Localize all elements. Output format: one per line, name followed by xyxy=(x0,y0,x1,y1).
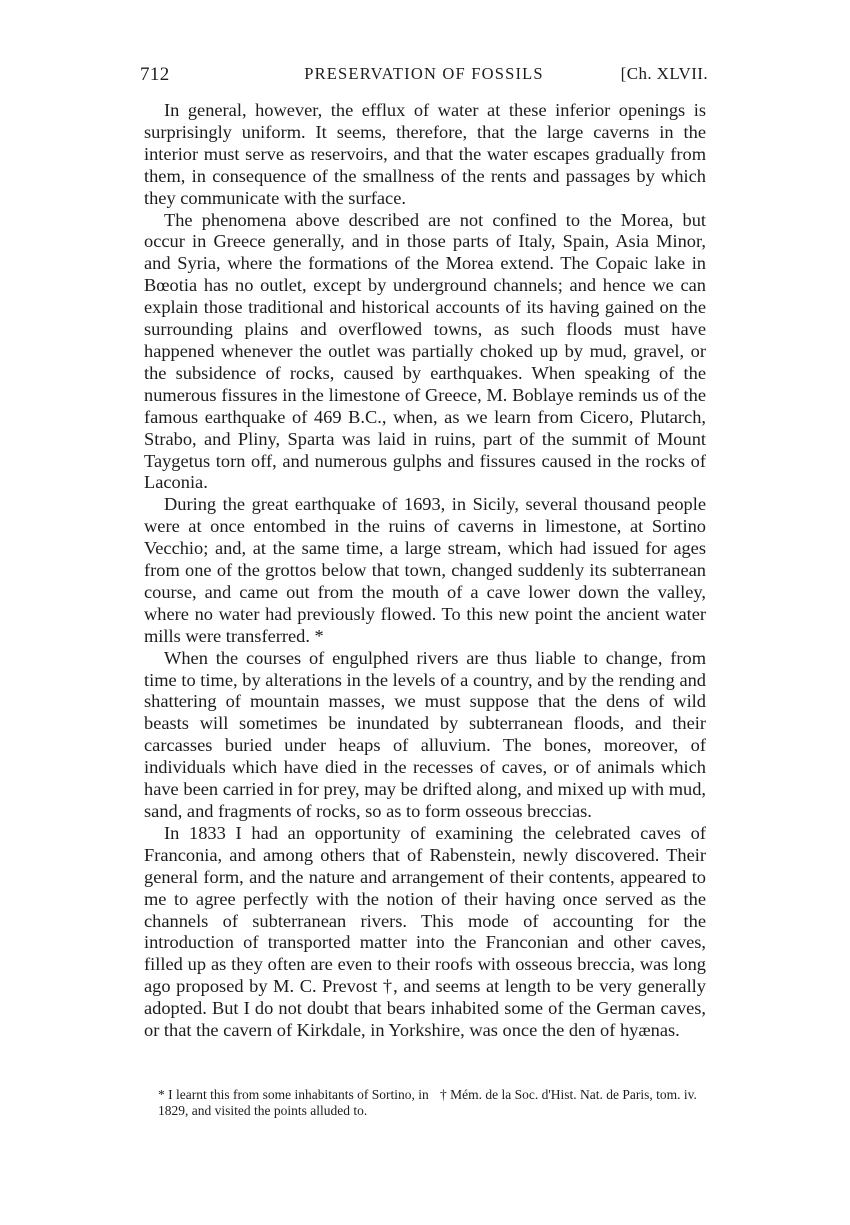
paragraph: During the great earthquake of 1693, in Sicily, several thousand people were at once entombed in the ruins of caverns in limestone, at Sortino Vecchio; and, at the same time, a large stream, which had issued for ages from one of the grottos below that town, changed suddenly its subterranean course, and came out from the mouth of a cave lower down the valley, where no water had previously flowed. To this new point the ancient water mills were transferred. * xyxy=(144,494,706,646)
paragraph: The phenomena above described are not confined to the Morea, but occur in Greece generally, and in those parts of Italy, Spain, Asia Minor, and Syria, where the formations of the Morea extend. The Copaic lake in Bœotia has no outlet, except by underground channels; and hence we can explain those traditional and historical accounts of its having gained on the surrounding plains and overflowed towns, as such floods must have happened whenever the outlet was partially choked up by mud, gravel, or the subsidence of rocks, caused by earthquakes. When speaking of the numerous fissures in the limestone of Greece, M. Boblaye reminds us of the famous earthquake of 469 B.C., when, as we learn from Cicero, Plutarch, Strabo, and Pliny, Sparta was laid in ruins, part of the summit of Mount Taygetus torn off, and numerous gulphs and fissures caused in the rocks of Laconia. xyxy=(144,209,706,493)
footnote: † Mém. de la Soc. d'Hist. Nat. de Paris, tom. iv. xyxy=(440,1087,697,1102)
body-text xyxy=(144,100,706,1042)
page-number: 712 xyxy=(140,64,170,85)
running-header xyxy=(140,64,708,90)
running-title: PRESERVATION OF FOSSILS xyxy=(304,64,544,83)
paragraph: In 1833 I had an opportunity of examining the celebrated caves of Franconia, and among others that of Rabenstein, newly discovered. Their general form, and the nature and arrangement of their contents, appeared to me to agree perfectly with the notion of their having once served as the channels of subterranean rivers. This mode of accounting for the introduction of transported matter into the Franconian and other caves, filled up as they often are even to their roofs with osseous breccia, was long ago proposed by M. C. Prevost †, and seems at length to be very generally adopted. But I do not doubt that bears inhabited some of the German caves, or that the cavern of Kirkdale, in Yorkshire, was once the den of hyænas. xyxy=(144,822,706,1041)
paragraph: In general, however, the efflux of water at these inferior openings is surprisingly uniform. It seems, therefore, that the large caverns in the interior must serve as reservoirs, and that the water escapes gradually from them, in consequence of the smallness of the rents and passages by which they communicate with the surface. xyxy=(144,100,706,208)
footnote: * I learnt this from some inhabitants of Sortino, in 1829, and visited the points alluded to. xyxy=(158,1087,429,1118)
paragraph: When the courses of engulphed rivers are thus liable to change, from time to time, by alterations in the levels of a country, and by the rending and shattering of mountain masses, we must suppose that the dens of wild beasts will sometimes be inundated by subterranean floods, and their carcasses buried under heaps of alluvium. The bones, moreover, of individuals which have died in the recesses of caves, or of animals which have been carried in for prey, may be drifted along, and mixed up with mud, sand, and fragments of rocks, so as to form osseous breccias. xyxy=(144,647,706,821)
chapter-marker: [Ch. XLVII. xyxy=(620,64,708,83)
